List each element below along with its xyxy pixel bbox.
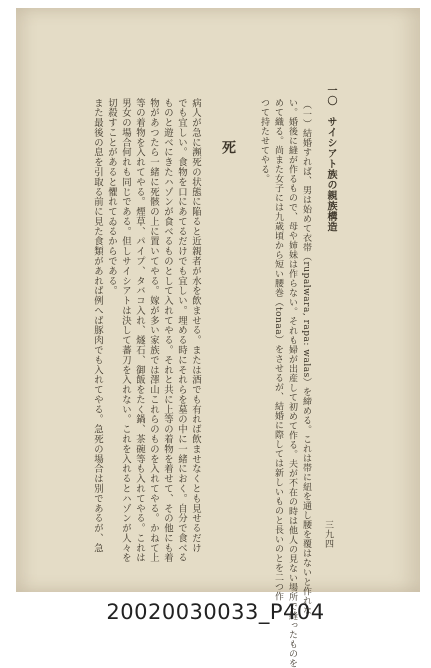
body-line: 物があつたら一緒に死骸の上に置いてやる。嫁が多い家族では澤山これらのものを入れてやる。かねて上 [148, 98, 159, 563]
body-line: 切殺すことがあると懼れてゐるからである。 [106, 98, 117, 296]
image-caption: 20020030033_P404 [106, 600, 325, 624]
page-number: 三九四 [323, 520, 333, 549]
body-line: 男女の場合何れも同じである。但しサイシアトは決して蕃刀を入れない。これを入れるとハゾンが人々を [120, 98, 131, 563]
body-line: でも宜しい。食物を口にあてるだけでも宜しい。埋める時にそれらを墓の中に一緒におく。自分で食べる [176, 98, 187, 563]
paragraph-line: つて持たせてやる。 [259, 98, 269, 184]
paragraph-line: い。婚後に縫が作るもので、母や姉妹は作らない。それも婦が出産して初めて作る。夫が不在の時は他人の見ない場所で縫ったものを [287, 98, 297, 668]
running-head: 一〇 サイシアト族の親族構造 [325, 85, 336, 232]
paragraph-line: （一）結婚すれば、男は始めて衣帯（rupalwara, rapa: walas）を締める。これは帯に紐を通し腰を覆はないと作れな [301, 100, 311, 616]
section-heading: 死 [220, 140, 236, 160]
body-line: また最後の息を引取る前に見た食類があれば例へば豚肉でも入れてやる。急死の場合は別であるが、急 [92, 98, 103, 553]
body-line: 等の着物を入れてやる。煙草、パイプ、タバコ入れ、燧石、御飯をたく鍋、茶碗等も入れてやる。これは [134, 98, 145, 563]
body-line: 病人が急に瀕死の状態に陥ると近親者が水を飲ませる。または酒でも有れば飲ませなくとも見せるだけ [190, 98, 201, 553]
paragraph-line: めて織る。尚また女子には九歳頃から短い腰巻（tonaa）をさせるが、結婚に際しては新しいものと長いのとを二つ作 [273, 98, 283, 602]
body-line: ものと遊べにきたハゾンが食べるものとして入れてやる。それと共に上等の着物を着せて、その他にも着 [162, 98, 173, 563]
book-page [16, 8, 420, 592]
